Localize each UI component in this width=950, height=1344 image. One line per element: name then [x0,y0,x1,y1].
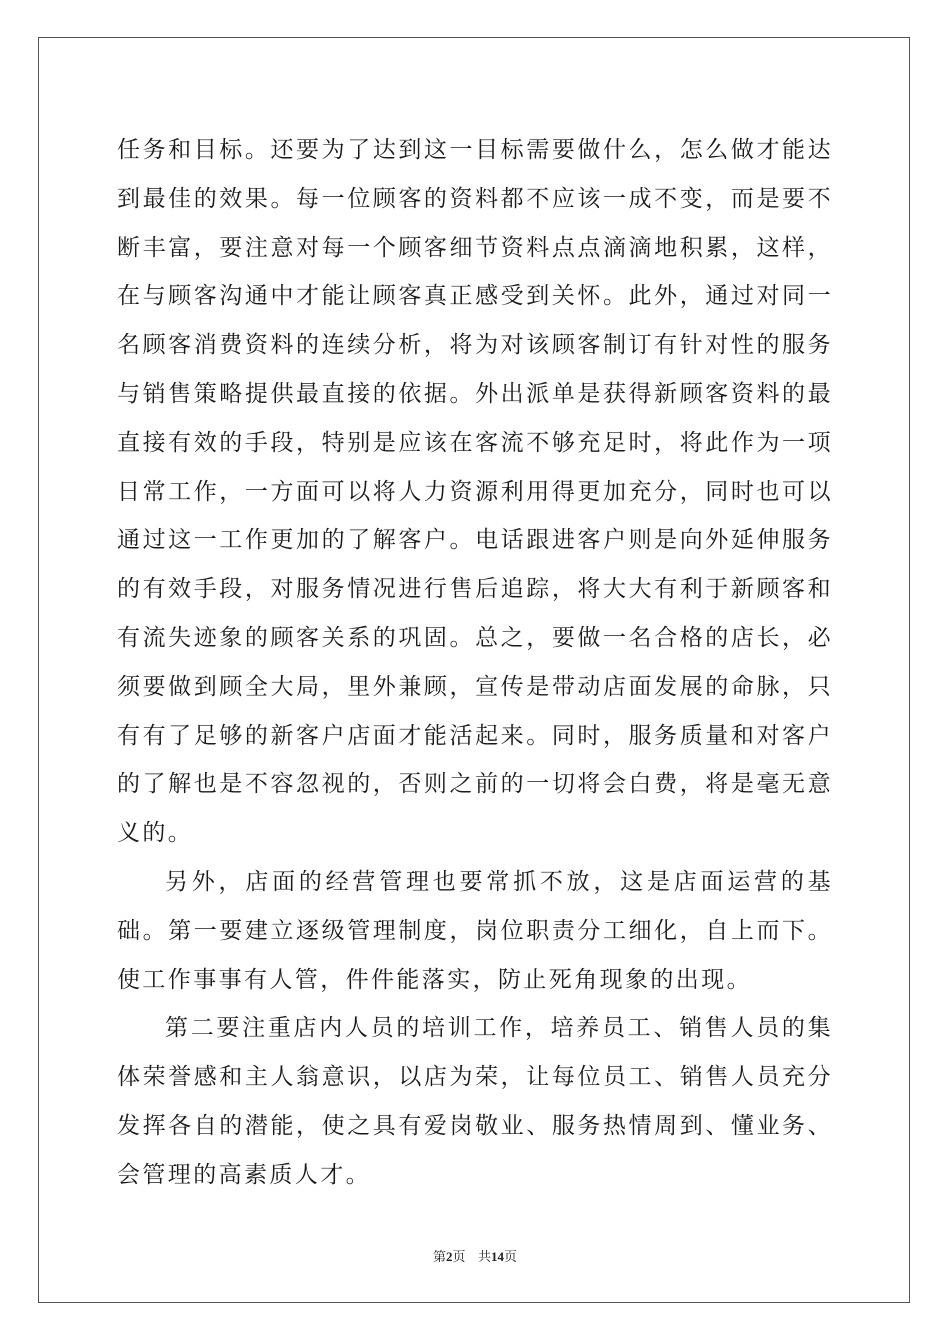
page-prefix: 第 [433,1250,447,1265]
paragraph-2: 另外，店面的经营管理也要常抓不放，这是店面运营的基础。第一要建立逐级管理制度，岗位职责分工细化，自上而下。使工作事事有人管，件件能落实，防止死角现象的出现。 [117,868,833,993]
total-unit: 页 [503,1250,517,1265]
page-unit: 页 [452,1250,466,1265]
current-page-number: 2 [446,1249,453,1264]
total-prefix: 共 [477,1250,491,1265]
page-footer [0,1246,950,1265]
paragraph-1: 任务和目标。还要为了达到这一目标需要做什么，怎么做才能达到最佳的效果。每一位顾客的资料都不应该一成不变，而是要不断丰富，要注意对每一个顾客细节资料点点滴滴地积累，这样，在与顾客沟通中才能让顾客真正感受到关怀。此外，通过对同一名顾客消费资料的连续分析，将为对该顾客制订有针对性的服务与销售策略提供最直接的依据。外出派单是获得新顾客资料的最直接有效的手段，特别是应该在客流不够充足时，将此作为一项日常工作，一方面可以将人力资源利用得更加充分，同时也可以通过这一工作更加的了解客户。电话跟进客户则是向外延伸服务的有效手段，对服务情况进行售后追踪，将大大有利于新顾客和有流失迹象的顾客关系的巩固。总之，要做一名合格的店长，必须要做到顾全大局，里外兼顾，宣传是带动店面发展的命脉，只有有了足够的新客户店面才能活起来。同时，服务质量和对客户的了解也是不容忽视的，否则之前的一切将会白费，将是毫无意义的。 [117,137,833,847]
paragraph-3: 第二要注重店内人员的培训工作，培养员工、销售人员的集体荣誉感和主人翁意识，以店为荣，让每位员工、销售人员充分发挥各自的潜能，使之具有爱岗敬业、服务热情周到、懂业务、会管理的高素质人才。 [117,1015,833,1188]
total-page-count: 14 [490,1249,504,1264]
document-body [117,126,833,1200]
